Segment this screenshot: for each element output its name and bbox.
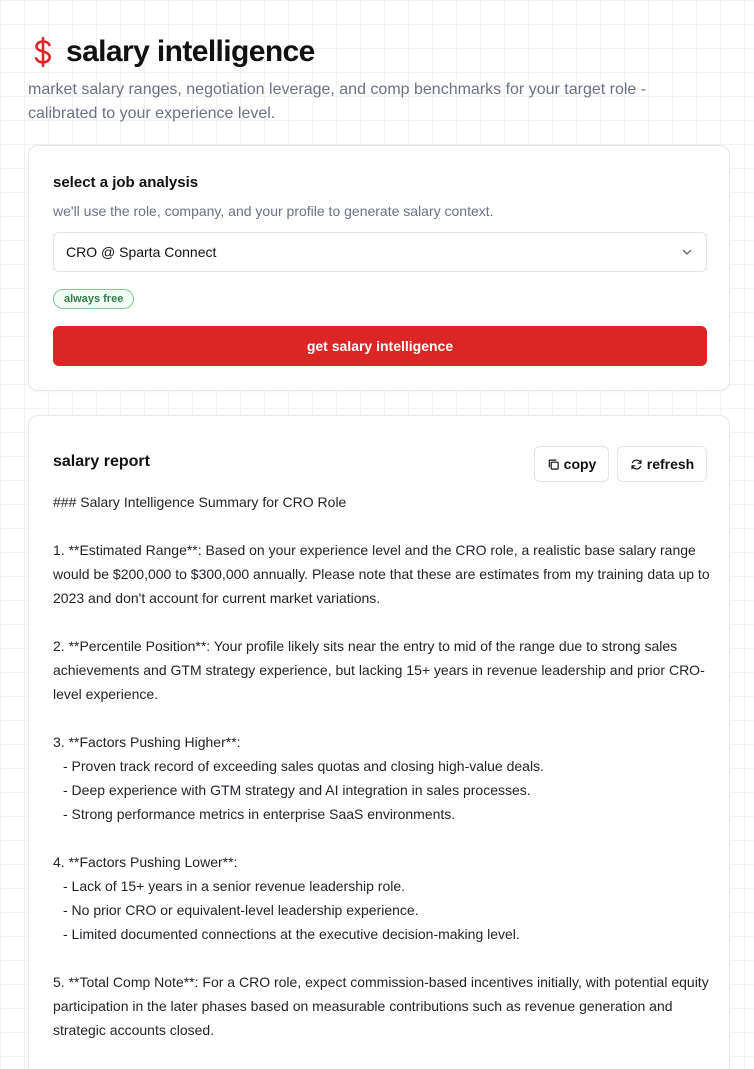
- copy-button[interactable]: [534, 446, 609, 482]
- report-item-text: 4. **Factors Pushing Lower**:: [53, 854, 238, 870]
- report-bullet: - No prior CRO or equivalent-level leadership experience.: [63, 902, 419, 918]
- dollar-icon: [30, 37, 56, 67]
- job-analysis-select[interactable]: [53, 232, 707, 272]
- report-item: [53, 634, 713, 706]
- refresh-button[interactable]: [617, 446, 707, 482]
- salary-report-card: [28, 415, 730, 1069]
- report-item: [53, 850, 713, 946]
- report-bullet: - Strong performance metrics in enterprise SaaS environments.: [63, 806, 456, 822]
- page-title: salary intelligence: [66, 35, 315, 68]
- copy-label: copy: [563, 456, 597, 472]
- refresh-label: refresh: [646, 456, 695, 472]
- report-bullet: - Proven track record of exceeding sales quotas and closing high-value deals.: [63, 758, 544, 774]
- select-value: CRO @ Sparta Connect: [66, 244, 217, 260]
- report-bullet: - Lack of 15+ years in a senior revenue leadership role.: [63, 878, 406, 894]
- job-analysis-card: [28, 145, 730, 391]
- report-item-text: 2. **Percentile Position**: Your profile likely sits near the entry to mid of the range due to strong sales achievements and GTM strategy experience, but lacking 15+ years in revenue leadership and prior CRO-level experience.: [53, 638, 705, 702]
- page-subtitle: market salary ranges, negotiation leverage, and comp benchmarks for your target role - calibrated to your experience level.: [28, 81, 647, 122]
- report-item: [53, 970, 713, 1042]
- title-row: [28, 30, 728, 74]
- report-heading: ### Salary Intelligence Summary for CRO Role: [53, 494, 347, 510]
- report-bullet: - Deep experience with GTM strategy and AI integration in sales processes.: [63, 782, 531, 798]
- report-item-text: 1. **Estimated Range**: Based on your experience level and the CRO role, a realistic base salary range would be $200,000 to $300,000 annually. Please note that these are estimates from my training data up to 2023 and don't account for current market variations.: [53, 542, 710, 606]
- report-item-text: 3. **Factors Pushing Higher**:: [53, 734, 241, 750]
- report-item-text: 5. **Total Comp Note**: For a CRO role, expect commission-based incentives initially, with potential equity participation in the later phases based on measurable contributions such as revenue generation and strategic accounts closed.: [53, 974, 709, 1038]
- card-description: we'll use the role, company, and your profile to generate salary context.: [53, 203, 494, 219]
- always-free-badge: always free: [53, 289, 134, 309]
- page-header: [28, 30, 728, 126]
- refresh-icon: [630, 458, 643, 471]
- report-content: [53, 490, 713, 1066]
- card-title: select a job analysis: [53, 174, 199, 191]
- report-item: [53, 730, 713, 826]
- report-item: [53, 538, 713, 610]
- report-title: salary report: [53, 453, 150, 470]
- chevron-down-icon: [680, 245, 694, 259]
- get-salary-intelligence-button[interactable]: get salary intelligence: [53, 326, 707, 366]
- report-bullet: - Limited documented connections at the executive decision-making level.: [63, 926, 520, 942]
- copy-icon: [547, 458, 560, 471]
